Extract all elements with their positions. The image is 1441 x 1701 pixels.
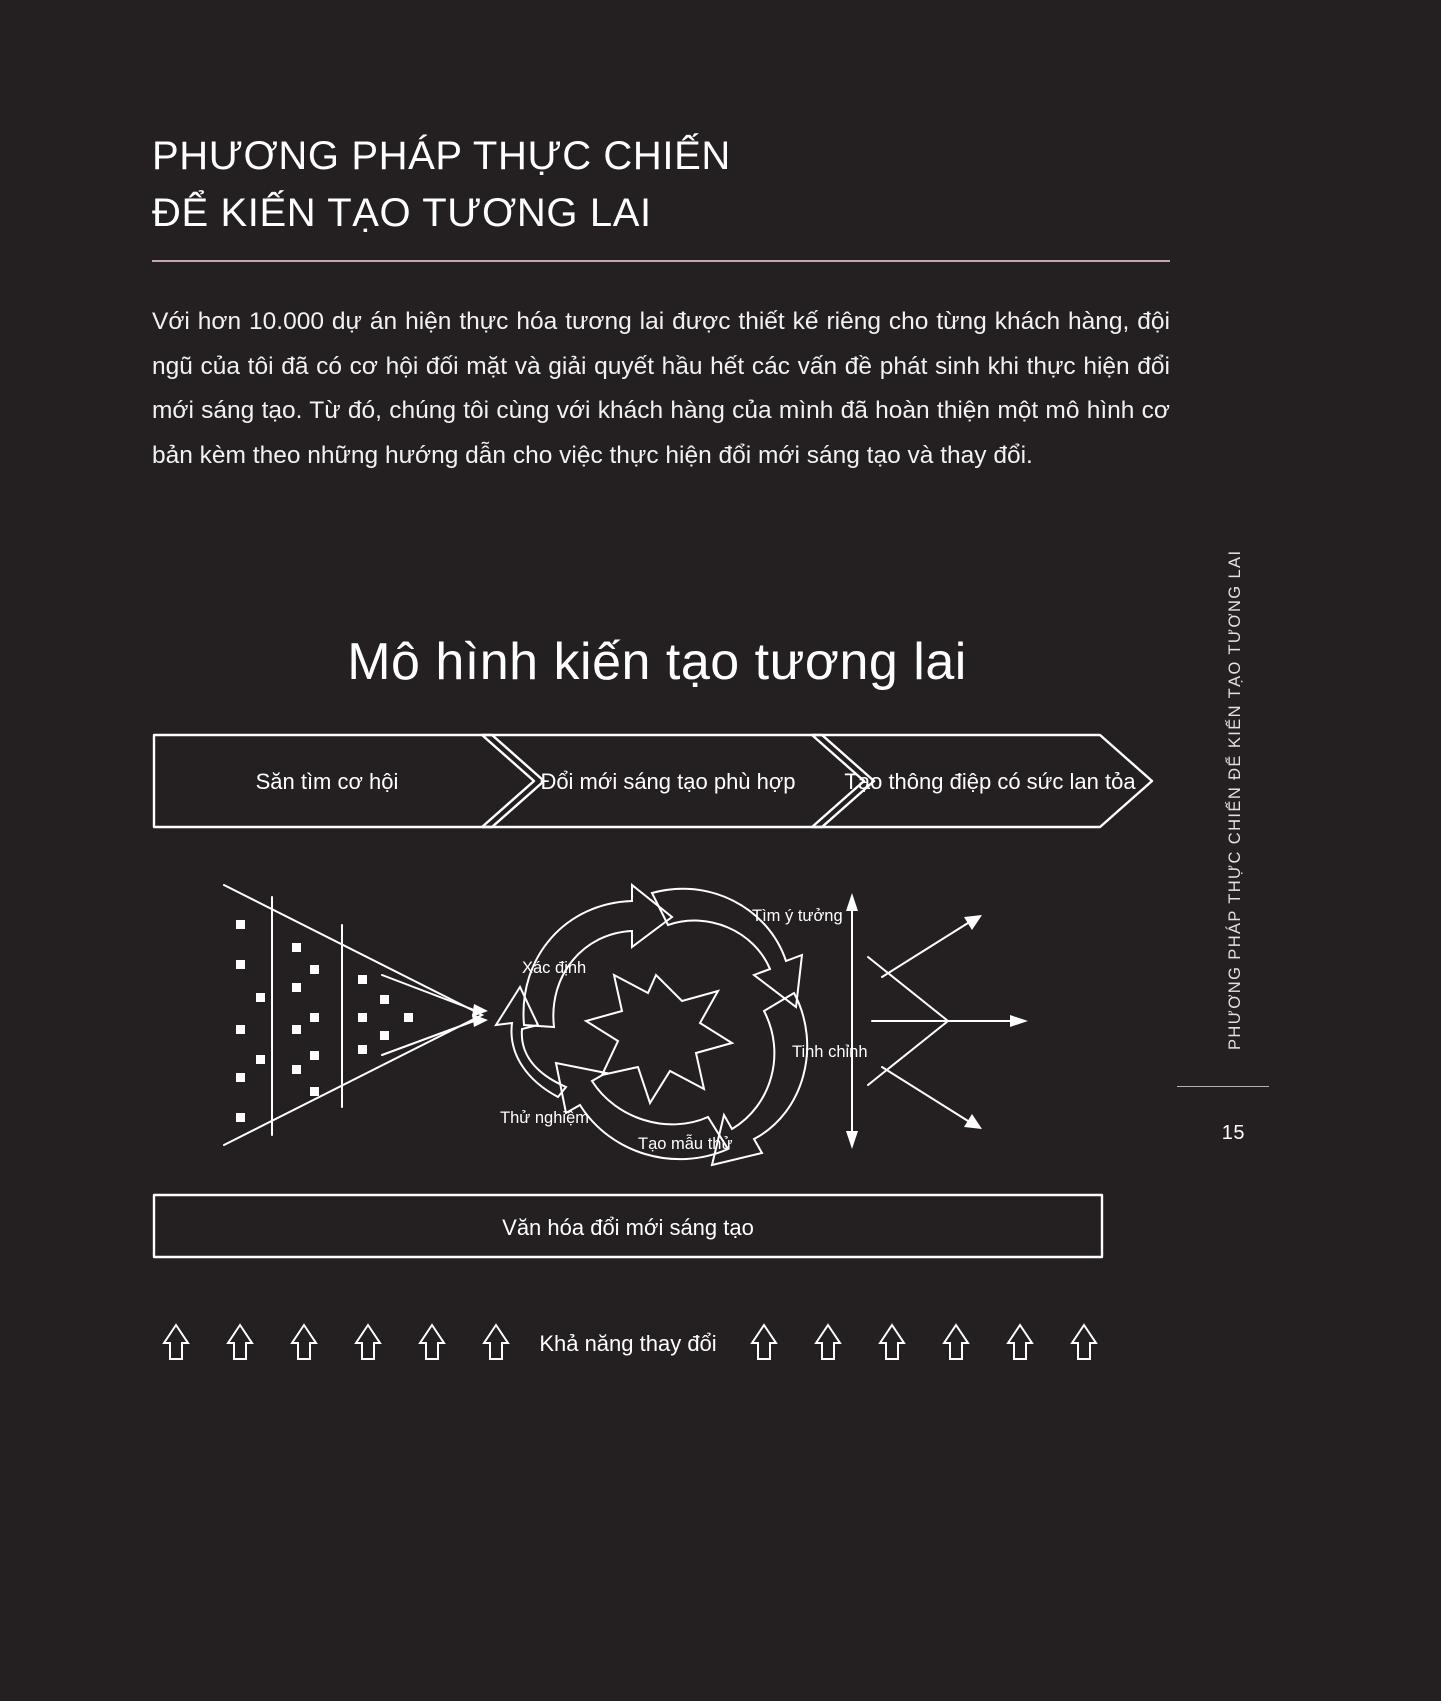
cycle-label-thu-nghiem: Thử nghiệm bbox=[500, 1109, 590, 1127]
chevron-1-label: Săn tìm cơ hội bbox=[255, 769, 399, 794]
cycle-label-tao-mau-thu: Tạo mẫu thử bbox=[638, 1135, 733, 1153]
page-header bbox=[152, 128, 1172, 262]
innovation-cycle-graphic bbox=[496, 885, 868, 1165]
cycle-label-tim-y-tuong: Tìm ý tưởng bbox=[752, 907, 843, 925]
page-title-line-2: ĐỂ KIẾN TẠO TƯƠNG LAI bbox=[152, 190, 652, 235]
page-number: 15 bbox=[1221, 1122, 1245, 1144]
running-head: PHƯƠNG PHÁP THỰC CHIẾN ĐỂ KIẾN TẠO TƯƠNG LAI bbox=[1226, 549, 1244, 1050]
change-arrows-left bbox=[164, 1325, 508, 1359]
chevron-2-label: Đổi mới sáng tạo phù hợp bbox=[540, 769, 796, 794]
culture-band-label: Văn hóa đổi mới sáng tạo bbox=[502, 1215, 754, 1240]
diagram-title: Mô hình kiến tạo tương lai bbox=[347, 633, 967, 691]
message-broadcast-graphic bbox=[846, 893, 1028, 1149]
change-capability-label: Khả năng thay đổi bbox=[539, 1331, 717, 1356]
change-arrows-right bbox=[752, 1325, 1096, 1359]
cycle-label-tinh-chinh: Tinh chỉnh bbox=[792, 1043, 868, 1061]
cycle-label-xac-dinh: Xác định bbox=[522, 959, 587, 977]
title-divider bbox=[152, 260, 1170, 262]
intro-paragraph: Với hơn 10.000 dự án hiện thực hóa tương lai được thiết kế riêng cho từng khách hàng, đội ngũ của tôi đã có cơ hội đối mặt và giải quyết hầu hết các vấn đề phát sinh khi thực hiện đổi mới sáng tạo. Từ đó, chúng tôi cùng với khách hàng của mình đã hoàn thiện một mô hình cơ bản kèm theo những hướng dẫn cho việc thực hiện đổi mới sáng tạo và thay đổi. bbox=[152, 308, 1170, 469]
running-head-divider bbox=[1177, 1086, 1269, 1087]
diagram-block bbox=[152, 620, 1162, 1410]
page-title-line-1: PHƯƠNG PHÁP THỰC CHIẾN bbox=[152, 134, 731, 178]
diagram-graphic bbox=[152, 725, 1162, 1405]
funnel-graphic bbox=[224, 885, 488, 1145]
chevron-3-label: Tạo thông điệp có sức lan tỏa bbox=[844, 769, 1136, 794]
